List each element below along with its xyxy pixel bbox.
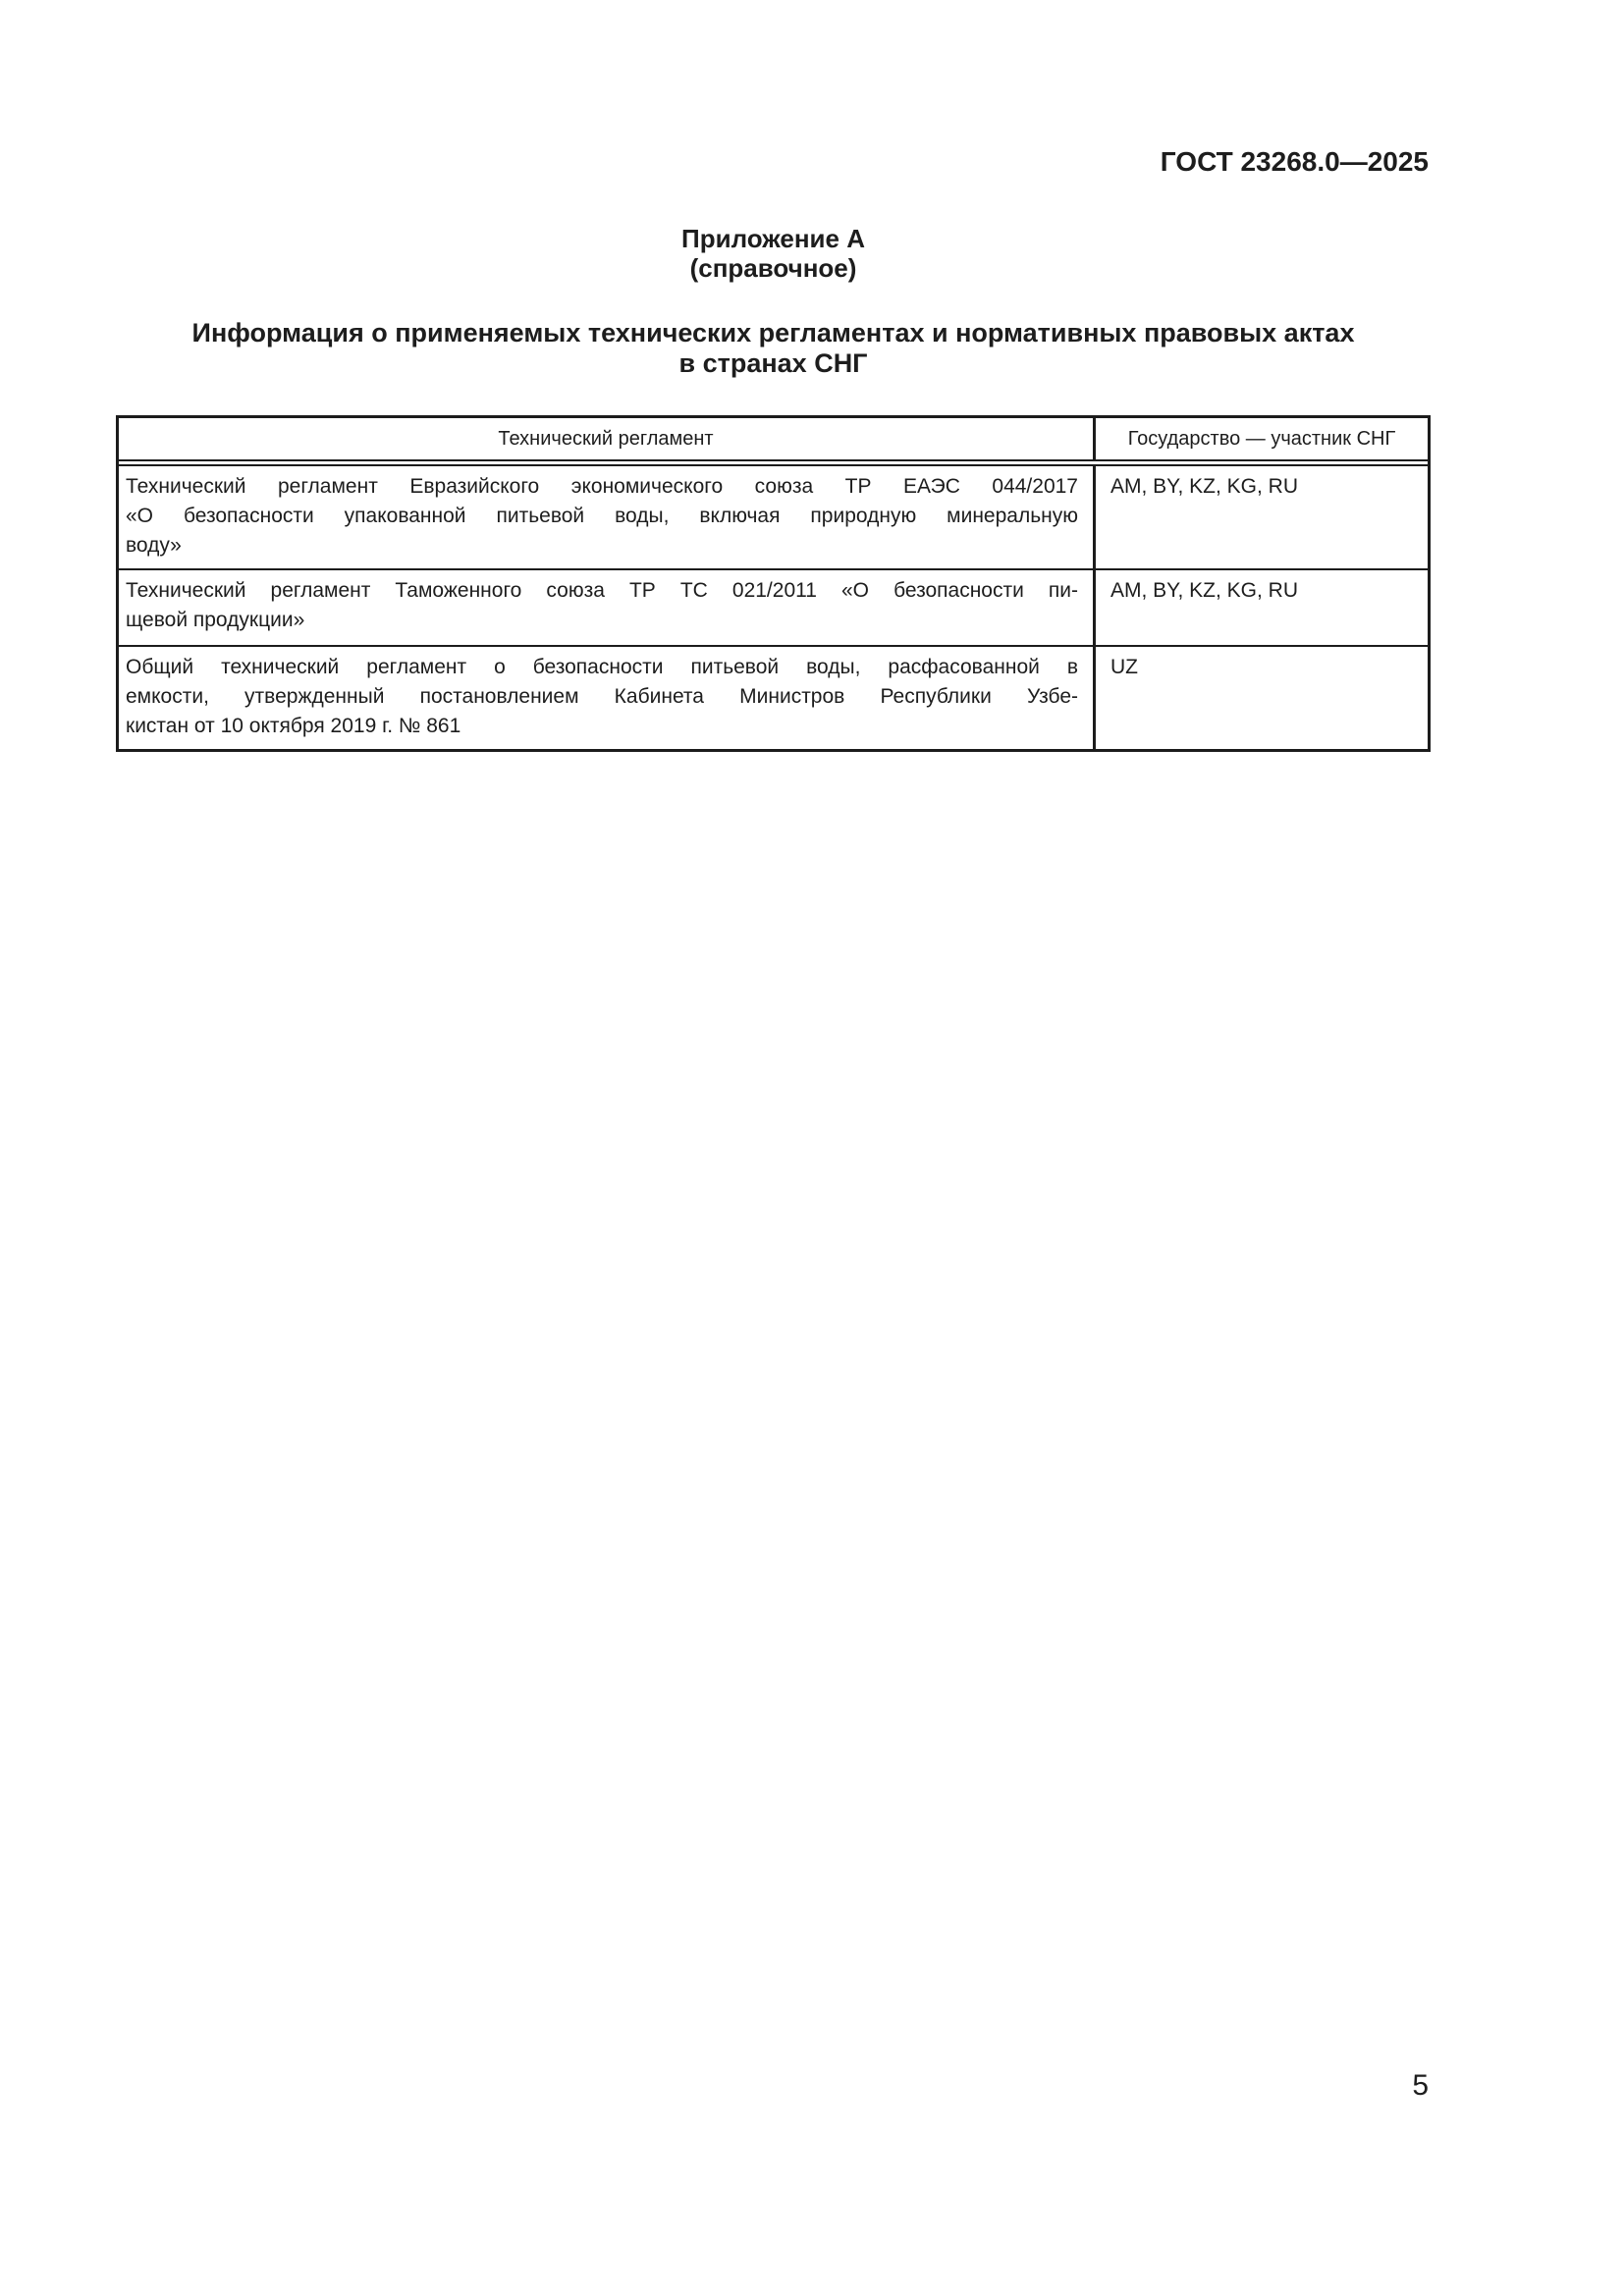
- regulation-text-line: Технический регламент Таможенного союза ТР ТС 021/2011 «О безопасности пи-: [126, 579, 1078, 602]
- section-title-line2: в странах СНГ: [678, 348, 868, 378]
- appendix-heading: [116, 224, 1431, 283]
- regulation-text-line: Технический регламент Евразийского экономического союза ТР ЕАЭС 044/2017: [126, 475, 1078, 498]
- regulation-text-line: емкости, утвержденный постановлением Кабинета Министров Республики Узбе-: [126, 685, 1078, 708]
- table-row: [119, 645, 1428, 749]
- regulation-text-line: кистан от 10 октября 2019 г. № 861: [126, 715, 461, 737]
- regulation-text-line: щевой продукции»: [126, 609, 305, 631]
- appendix-type: (справочное): [689, 253, 857, 283]
- regulation-text-line: Общий технический регламент о безопасности питьевой воды, расфасованной в: [126, 656, 1078, 678]
- regulation-cell: [119, 570, 1096, 645]
- regulation-text-line: воду»: [126, 534, 182, 557]
- states-cell: AM, BY, KZ, KG, RU: [1110, 579, 1298, 602]
- page-number: 5: [1412, 2069, 1429, 2102]
- regulation-text-line: «О безопасности упакованной питьевой воды, включая природную минеральную: [126, 505, 1078, 527]
- appendix-label: Приложение А: [681, 224, 865, 253]
- column-header-regulation: Технический регламент: [119, 418, 1096, 459]
- regulation-cell: [119, 466, 1096, 568]
- regulation-cell: [119, 647, 1096, 749]
- states-cell: UZ: [1110, 656, 1138, 678]
- section-title: [116, 318, 1431, 379]
- standard-code-header: ГОСТ 23268.0—2025: [1160, 146, 1429, 177]
- column-header-states: Государство — участник СНГ: [1127, 428, 1396, 450]
- table-row: [119, 466, 1428, 568]
- section-title-line1: Информация о применяемых технических регламентах и нормативных правовых актах: [191, 318, 1355, 347]
- regulations-table: [116, 415, 1431, 752]
- table-header-row: [119, 418, 1428, 466]
- table-row: [119, 568, 1428, 645]
- states-cell: AM, BY, KZ, KG, RU: [1110, 475, 1298, 498]
- table-body: [119, 466, 1428, 749]
